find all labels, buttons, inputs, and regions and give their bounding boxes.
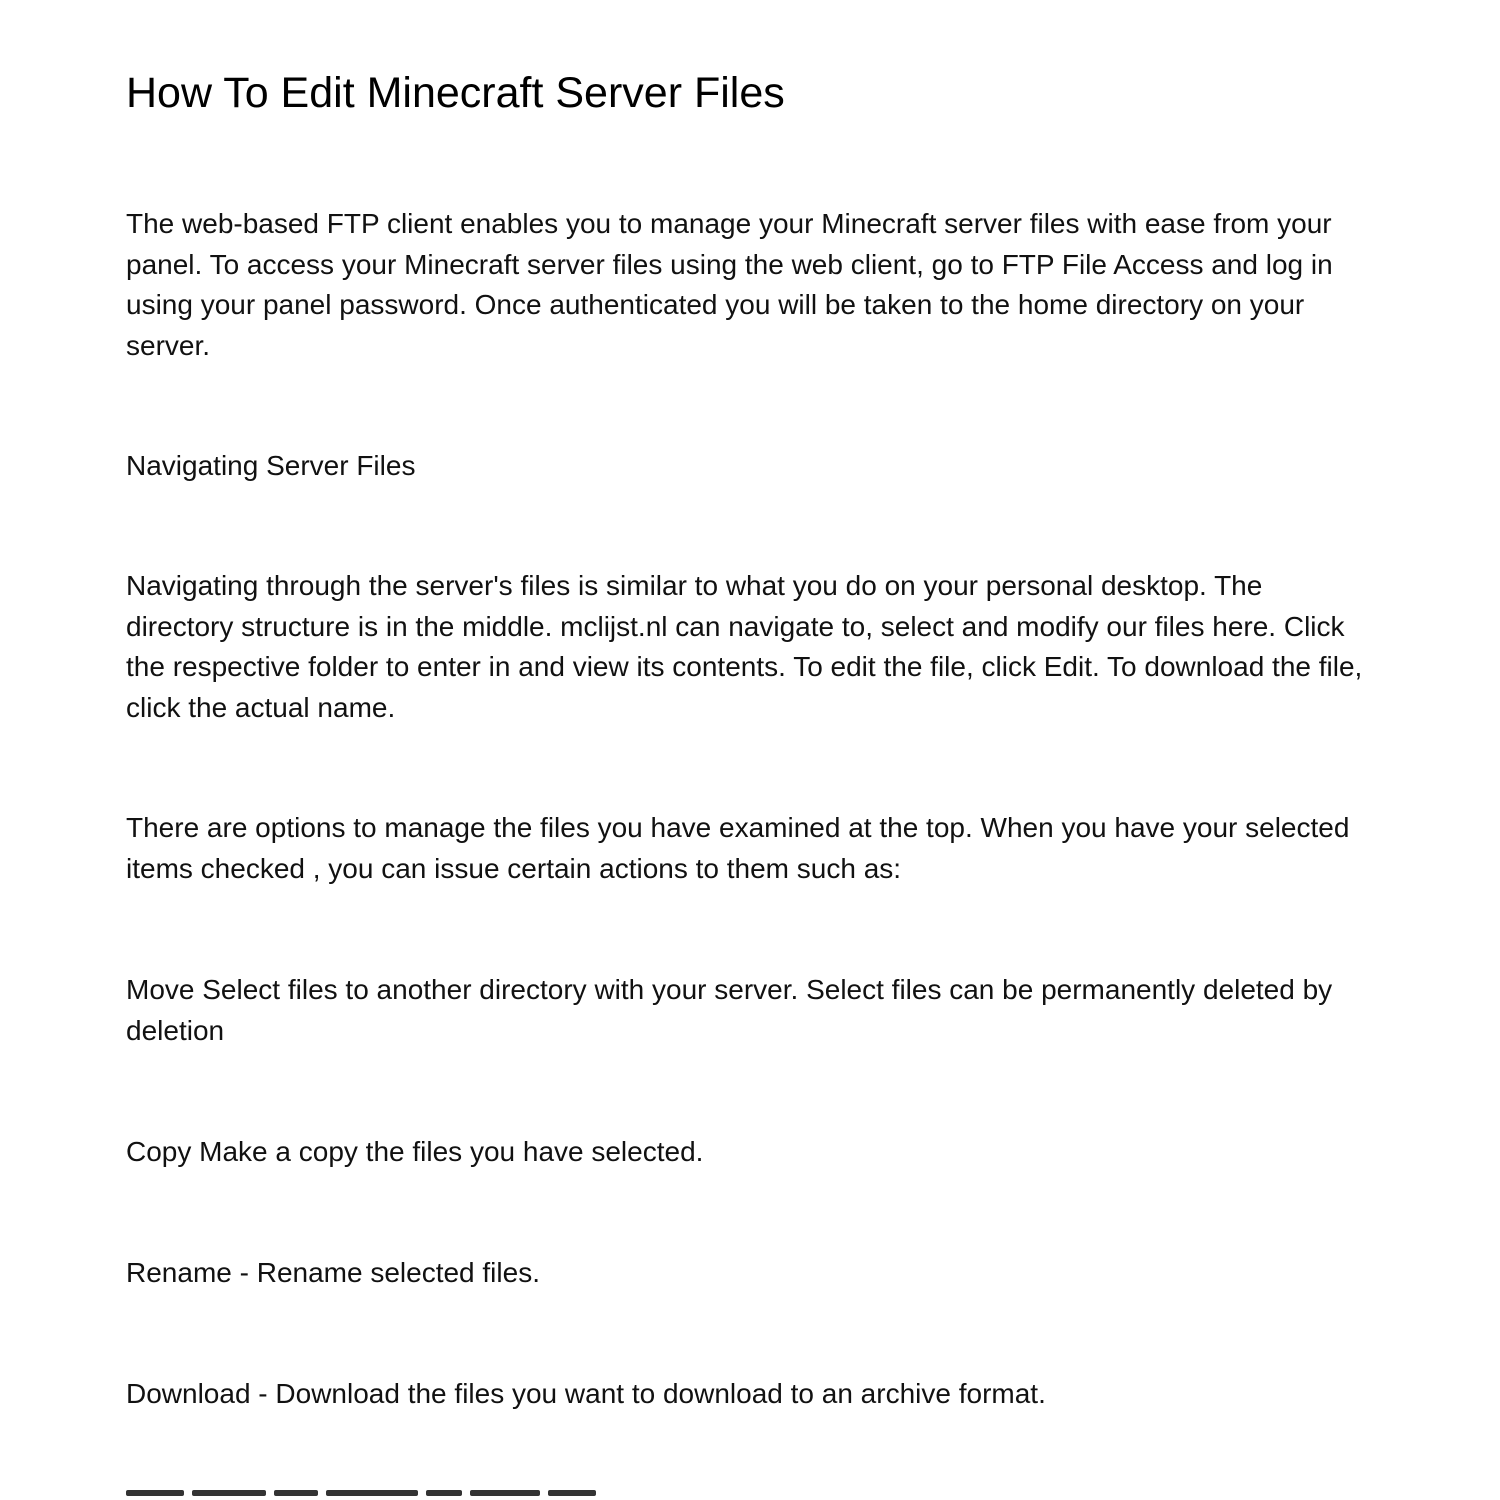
section-heading-navigating: Navigating Server Files xyxy=(126,450,416,481)
navigation-paragraph: Navigating through the server's files is similar to what you do on your personal desktop. The directory structure is in the middle. mclijst.nl can navigate to, select and modify our files here. Click the respective folder to enter in and view its contents. To edit the file, click Edit. To download the file, click the actual name. xyxy=(126,570,1363,723)
options-paragraph: There are options to manage the files you have examined at the top. When you have your selected items checked , you can issue certain actions to them such as: xyxy=(126,812,1350,884)
cropped-text-line xyxy=(126,1490,686,1500)
download-action-paragraph: Download - Download the files you want to download to an archive format. xyxy=(126,1378,1046,1409)
document-title: How To Edit Minecraft Server Files xyxy=(126,69,785,117)
intro-paragraph: The web-based FTP client enables you to manage your Minecraft server files with ease from your panel. To access your Minecraft server files using the web client, go to FTP File Access and log in using your panel password. Once authenticated you will be taken to the home directory on your server. xyxy=(126,208,1333,361)
rename-action-paragraph: Rename - Rename selected files. xyxy=(126,1257,540,1288)
move-action-paragraph: Move Select files to another directory with your server. Select files can be permanently deleted by deletion xyxy=(126,974,1333,1046)
copy-action-paragraph: Copy Make a copy the files you have selected. xyxy=(126,1136,704,1167)
